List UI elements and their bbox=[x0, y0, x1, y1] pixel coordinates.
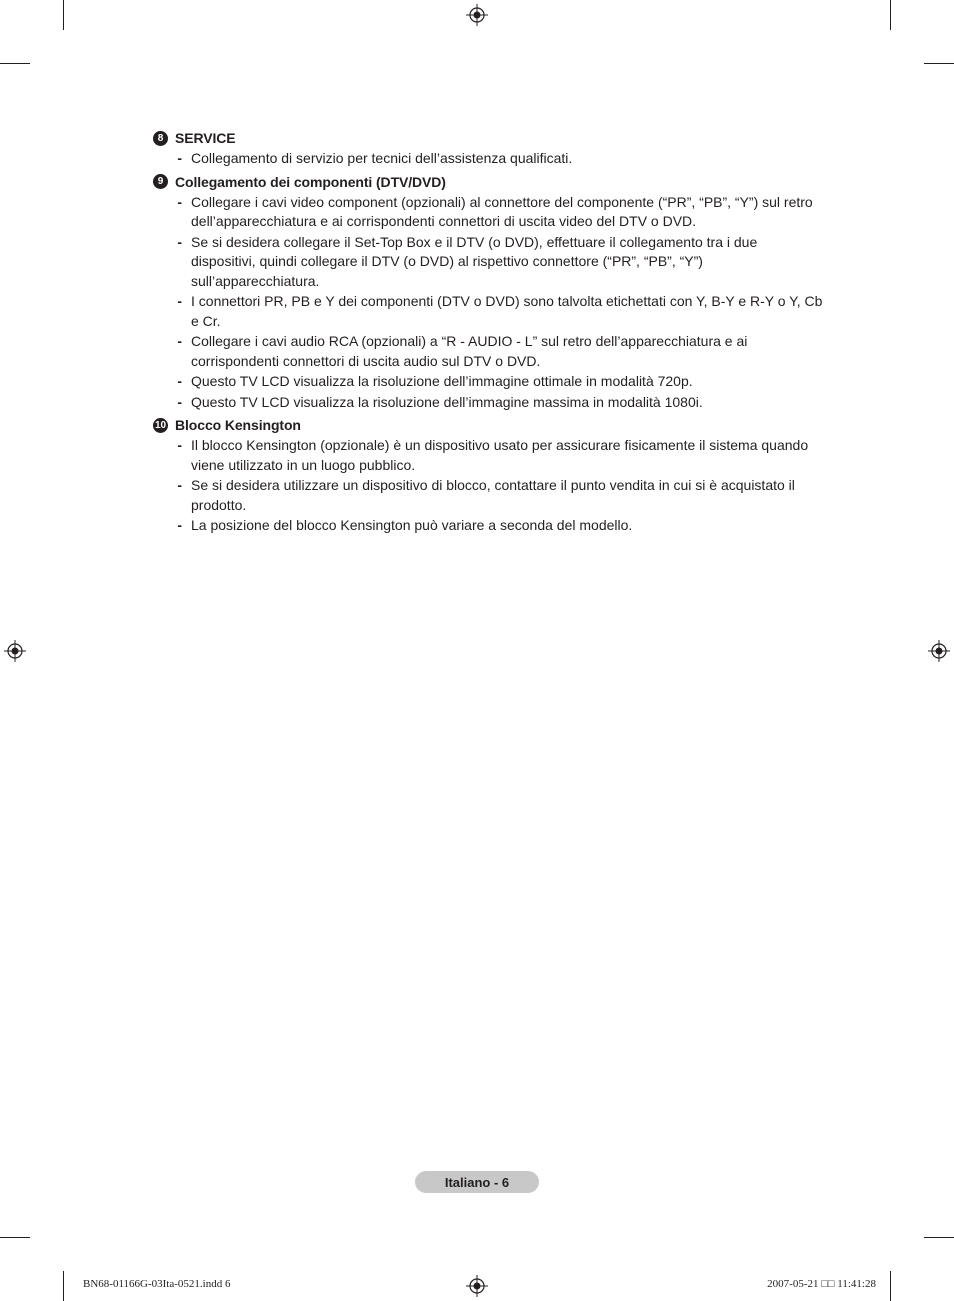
bullet-text: Questo TV LCD visualizza la risoluzione dell’immagine ottimale in modalità 720p. bbox=[191, 373, 693, 389]
bullet-text: Collegamento di servizio per tecnici dell’assistenza qualificati. bbox=[191, 150, 573, 166]
section-number-badge: 9 bbox=[153, 174, 168, 189]
print-slug-timestamp: 2007-05-21 □□ 11:41:28 bbox=[767, 1278, 876, 1290]
manual-content bbox=[153, 129, 823, 540]
bullet-text: La posizione del blocco Kensington può variare a seconda del modello. bbox=[191, 517, 633, 533]
list-item bbox=[153, 516, 823, 536]
crop-mark bbox=[63, 1271, 64, 1301]
registration-mark-icon bbox=[466, 4, 488, 26]
bullet-text: Collegare i cavi audio RCA (opzionali) a “R - AUDIO - L” sul retro dell’apparecchiatura e ai corrispondenti connettori di uscita audio sul DTV o DVD. bbox=[191, 333, 748, 369]
list-item bbox=[153, 292, 823, 331]
list-item bbox=[153, 233, 823, 292]
section-service bbox=[153, 129, 823, 169]
section-title: Blocco Kensington bbox=[175, 417, 301, 433]
bullet-dash: - bbox=[177, 193, 182, 210]
print-slug-filename: BN68-01166G-03Ita-0521.indd 6 bbox=[83, 1278, 231, 1290]
list-item bbox=[153, 436, 823, 475]
bullet-text: Il blocco Kensington (opzionale) è un dispositivo usato per assicurare fisicamente il sistema quando viene utilizzato in un luogo pubblico. bbox=[191, 437, 809, 473]
list-item bbox=[153, 393, 823, 413]
page-number-label: Italiano - 6 bbox=[415, 1171, 539, 1193]
bullet-text: I connettori PR, PB e Y dei componenti (DTV o DVD) sono talvolta etichettati con Y, B-Y e R-Y o Y, Cb e Cr. bbox=[191, 293, 823, 329]
bullet-text: Se si desidera utilizzare un dispositivo di blocco, contattare il punto vendita in cui si è acquistato il prodotto. bbox=[191, 477, 795, 513]
section-heading bbox=[153, 416, 823, 434]
registration-mark-icon bbox=[4, 640, 26, 662]
bullet-dash: - bbox=[177, 477, 182, 493]
section-title: SERVICE bbox=[175, 130, 236, 146]
section-heading bbox=[153, 173, 823, 191]
registration-mark-icon bbox=[466, 1275, 488, 1297]
bullet-dash: - bbox=[177, 437, 182, 453]
bullet-dash: - bbox=[177, 393, 182, 410]
list-item bbox=[153, 476, 823, 515]
section-title: Collegamento dei componenti (DTV/DVD) bbox=[175, 173, 446, 190]
section-component-connection bbox=[153, 173, 823, 413]
list-item bbox=[153, 149, 823, 169]
bullet-dash: - bbox=[177, 517, 182, 533]
section-number-badge: 8 bbox=[153, 131, 168, 146]
crop-mark bbox=[924, 63, 954, 64]
bullet-text: Se si desidera collegare il Set-Top Box e il DTV (o DVD), effettuare il collegamento tra i due dispositivi, quindi collegare il DTV (o DVD) al rispettivo connettore (“PR”, “PB”, “Y”) sull’apparecchiatura. bbox=[191, 233, 758, 289]
bullet-text: Collegare i cavi video component (opzionali) al connettore del componente (“PR”, “PB”, “Y”) sul retro dell’apparecchiatura e ai corrispondenti connettori di uscita video del DTV o DVD. bbox=[191, 193, 813, 229]
crop-mark bbox=[63, 0, 64, 30]
crop-mark bbox=[0, 63, 30, 64]
bullet-text: Questo TV LCD visualizza la risoluzione dell’immagine massima in modalità 1080i. bbox=[191, 393, 703, 410]
bullet-dash: - bbox=[177, 333, 182, 349]
bullet-dash: - bbox=[177, 233, 182, 250]
list-item bbox=[153, 372, 823, 392]
crop-mark bbox=[890, 0, 891, 30]
crop-mark bbox=[0, 1237, 30, 1238]
crop-mark bbox=[924, 1237, 954, 1238]
list-item bbox=[153, 193, 823, 232]
section-kensington-lock bbox=[153, 416, 823, 536]
bullet-dash: - bbox=[177, 150, 182, 166]
section-number-badge: 10 bbox=[154, 419, 167, 431]
list-item bbox=[153, 332, 823, 371]
bullet-dash: - bbox=[177, 373, 182, 389]
crop-mark bbox=[890, 1271, 891, 1301]
bullet-dash: - bbox=[177, 293, 182, 309]
section-heading bbox=[153, 129, 823, 147]
registration-mark-icon bbox=[928, 640, 950, 662]
